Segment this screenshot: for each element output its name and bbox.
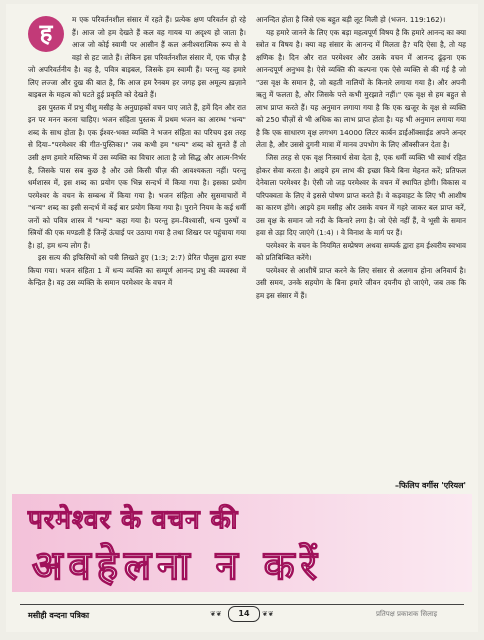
ornament-right-icon: ❦❦: [262, 610, 274, 618]
article-paragraph: इस सत्य की इफिसियों को पत्री लिखते हुए (1:3; 2:7) प्रेरित पौलुस द्वारा स्पष्ट किया गया। भजन संहिता 1 में धन्य व्यक्ति का सम्पूर्ण आनन्द प्रभु की व्यवस्था में केन्द्रित है। वह उस व्यक्ति के समान परमेश्वर के वचन में: [28, 253, 246, 288]
footer-divider: [20, 604, 464, 605]
article-paragraph: परमेश्वर के वचन के नियमित सम्प्रेषण अथवा सम्पर्क द्वारा हम ईश्वरीय स्वभाव को प्रतिबिम्बित करेंगे।: [256, 240, 466, 263]
article-left-column: [28, 14, 246, 290]
article-paragraph: इस पुस्तक में प्रभु यीशु मसीह के अनुग्राहकों वचन पाए जाते हैं, हमें दिन और रात इन पर मनन करना चाहिए। भजन संहिता पुस्तक में प्रथम भजन का आरम्भ "धन्य" शब्द के साथ होता है। एक ईश्वर-भक्त व्यक्ति ने भजन संहिता का परिचय इस तरह से दिया–"परमेश्वर की गीत-पुस्तिका।" जब कभी हम "धन्य" शब्द को सुनते हैं तो उसी क्षण हमारे मस्तिष्क में उस व्यक्ति का विचार आता है जो सिद्ध और आत्म-निर्भर है, जिसके पास सब कुछ है और उसे किसी चीज़ की आवश्यकता नहीं। परन्तु धर्मशास्त्र में, इस शब्द का प्रयोग एक भिन्न सन्दर्भ में किया गया है। इसका प्रयोग परमेश्वर के वचन के सम्बन्ध में किया गया है। भजन संहिता और सुसमाचारों में "धन्य" शब्द का इसी सन्दर्भ में कई बार प्रयोग किया गया है। पुराने नियम के कई धर्मी जनों को पवित्र शास्त्र में "धन्य" कहा गया है। परन्तु हम–विश्वासी, धन्य पुरुषों व स्त्रियों की एक मण्डली हैं जिन्हें ऊंचाई पर उठाया गया है तथा शिखर पर पहुंचाया गया है। हां, हम धन्य लोग हैं।: [28, 102, 246, 250]
article-paragraph: म एक परिवर्तनशील संसार में रहते हैं। प्रत्येक क्षण परिवर्तन हो रहे हैं। आज जो हम देखते हैं कल वह गायब या अदृश्य हो जाता है। आज जो कोई स्वामी पर आसीन हैं कल अनीश्वरात्मिक रूप से वे वहां से हट जाते हैं। लेकिन इस परिवर्तनशील संसार में, एक चीज़ है जो अपरिवर्तनीय है। वह है, पवित्र बाइबल, जिसके हम स्वामी हैं। परन्तु यह हमारे लिए लज्जा और दुख की बात है, कि आज हम रैनबम हर जगह इस अमूल्य ख़ज़ाने बाइबल के महत्व को घटते हुई प्रकृति को देखते हैं।: [28, 15, 246, 100]
ornament-left-icon: ❦❦: [210, 610, 222, 618]
article-paragraph: परमेश्वर से आशीषें प्राप्त करने के लिए संसार से अलगाव होना अनिवार्य है। उसी समय, उनके सहयोग के बिना हमारे जीवन दयनीय हो जाएंगे, जब तक कि हम इस संसार में हैं।: [256, 265, 466, 301]
page-number: 14: [228, 606, 260, 622]
article-paragraph: जिस तरह से एक वृक्ष निःस्वार्थ सेवा देता है, एक धर्मी व्यक्ति भी स्वार्थ रहित होकर सेवा करता है। आइये हम लाभ की इच्छा किये बिना मेहनत करें; प्रतिफल देनेवाला परमेश्वर है। ऐसी जो जड़ परमेश्वर के वचन में स्थापित होगी। विकास व परिपक्वता के लिए वे इससे पोषण प्राप्त करते हैं। वे कड़वाहट के लिए भी आशीष का कारण होंगे। आइये हम मसीह और उसके वचन में गहरे जाकर बल प्राप्त करें, उस वृक्ष के समान जो नदी के किनारे लगा है। जो ऐसे नहीं हैं, वे भूसी के समान हवा से उड़ा दिए जाएंगे (1:4) । वे विनाश के मार्ग पर हैं।: [256, 153, 466, 238]
author-signature: –फिलिप वर्गीस 'एरियल': [394, 481, 466, 490]
magazine-page: [6, 4, 478, 632]
banner-title-line2: अवहेलना न करें: [32, 543, 323, 589]
banner-title-line1: परमेश्वर के वचन की: [28, 505, 239, 535]
article-right-column: [256, 14, 466, 303]
article-paragraph: यह हमारे जानने के लिए एक बड़ा महत्वपूर्ण विषय है कि हमारे आनन्द का क्या स्त्रोत व विषय है। क्या वह संसार के आनन्द में मिलता है? यदि ऐसा है, तो यह क्षणिक है। दिन और रात परमेश्वर और उसके वचन में आनन्द ढूंढ़ना एक आनन्दपूर्ण अनुभव है। ऐसे व्यक्ति की कल्पना एक ऐसे व्यक्ति से की गई है जो "उस वृक्ष के समान है, जो बहती नालियों के किनारे लगाया गया है। और अपनी ऋतु में फलता है, और जिसके पत्ते कभी मुरझाते नहीं।" एक वृक्ष से हम बहुत से लाभ प्राप्त करते हैं। यह अनुमान लगाया गया है कि एक खजूर के वृक्ष से व्यक्ति को 250 चीज़ों से भी अधिक का लाभ प्राप्त होता है। यह भी अनुमान लगाया गया है कि एक साधारण वृक्ष लगभग 14000 लिटर कार्बन डाईऑक्साईड अपने अन्दर लेता है, और उससे दुगनी मात्रा में मानव उपभोग के लिए ऑक्सीजन देता है।: [256, 27, 466, 150]
dropcap: [28, 16, 66, 52]
magazine-name: मसीही वन्दना पत्रिका: [28, 611, 90, 620]
title-banner: [12, 484, 472, 594]
article-paragraph: आनन्दित होता है जिसे एक बहुत बड़ी लूट मिली हो (भजन. 119:162)।: [256, 15, 446, 24]
footer-right-text: प्रतिपक्ष प्रकाशक सिलाइ: [376, 610, 438, 618]
dropcap-letter: ह: [39, 19, 53, 47]
